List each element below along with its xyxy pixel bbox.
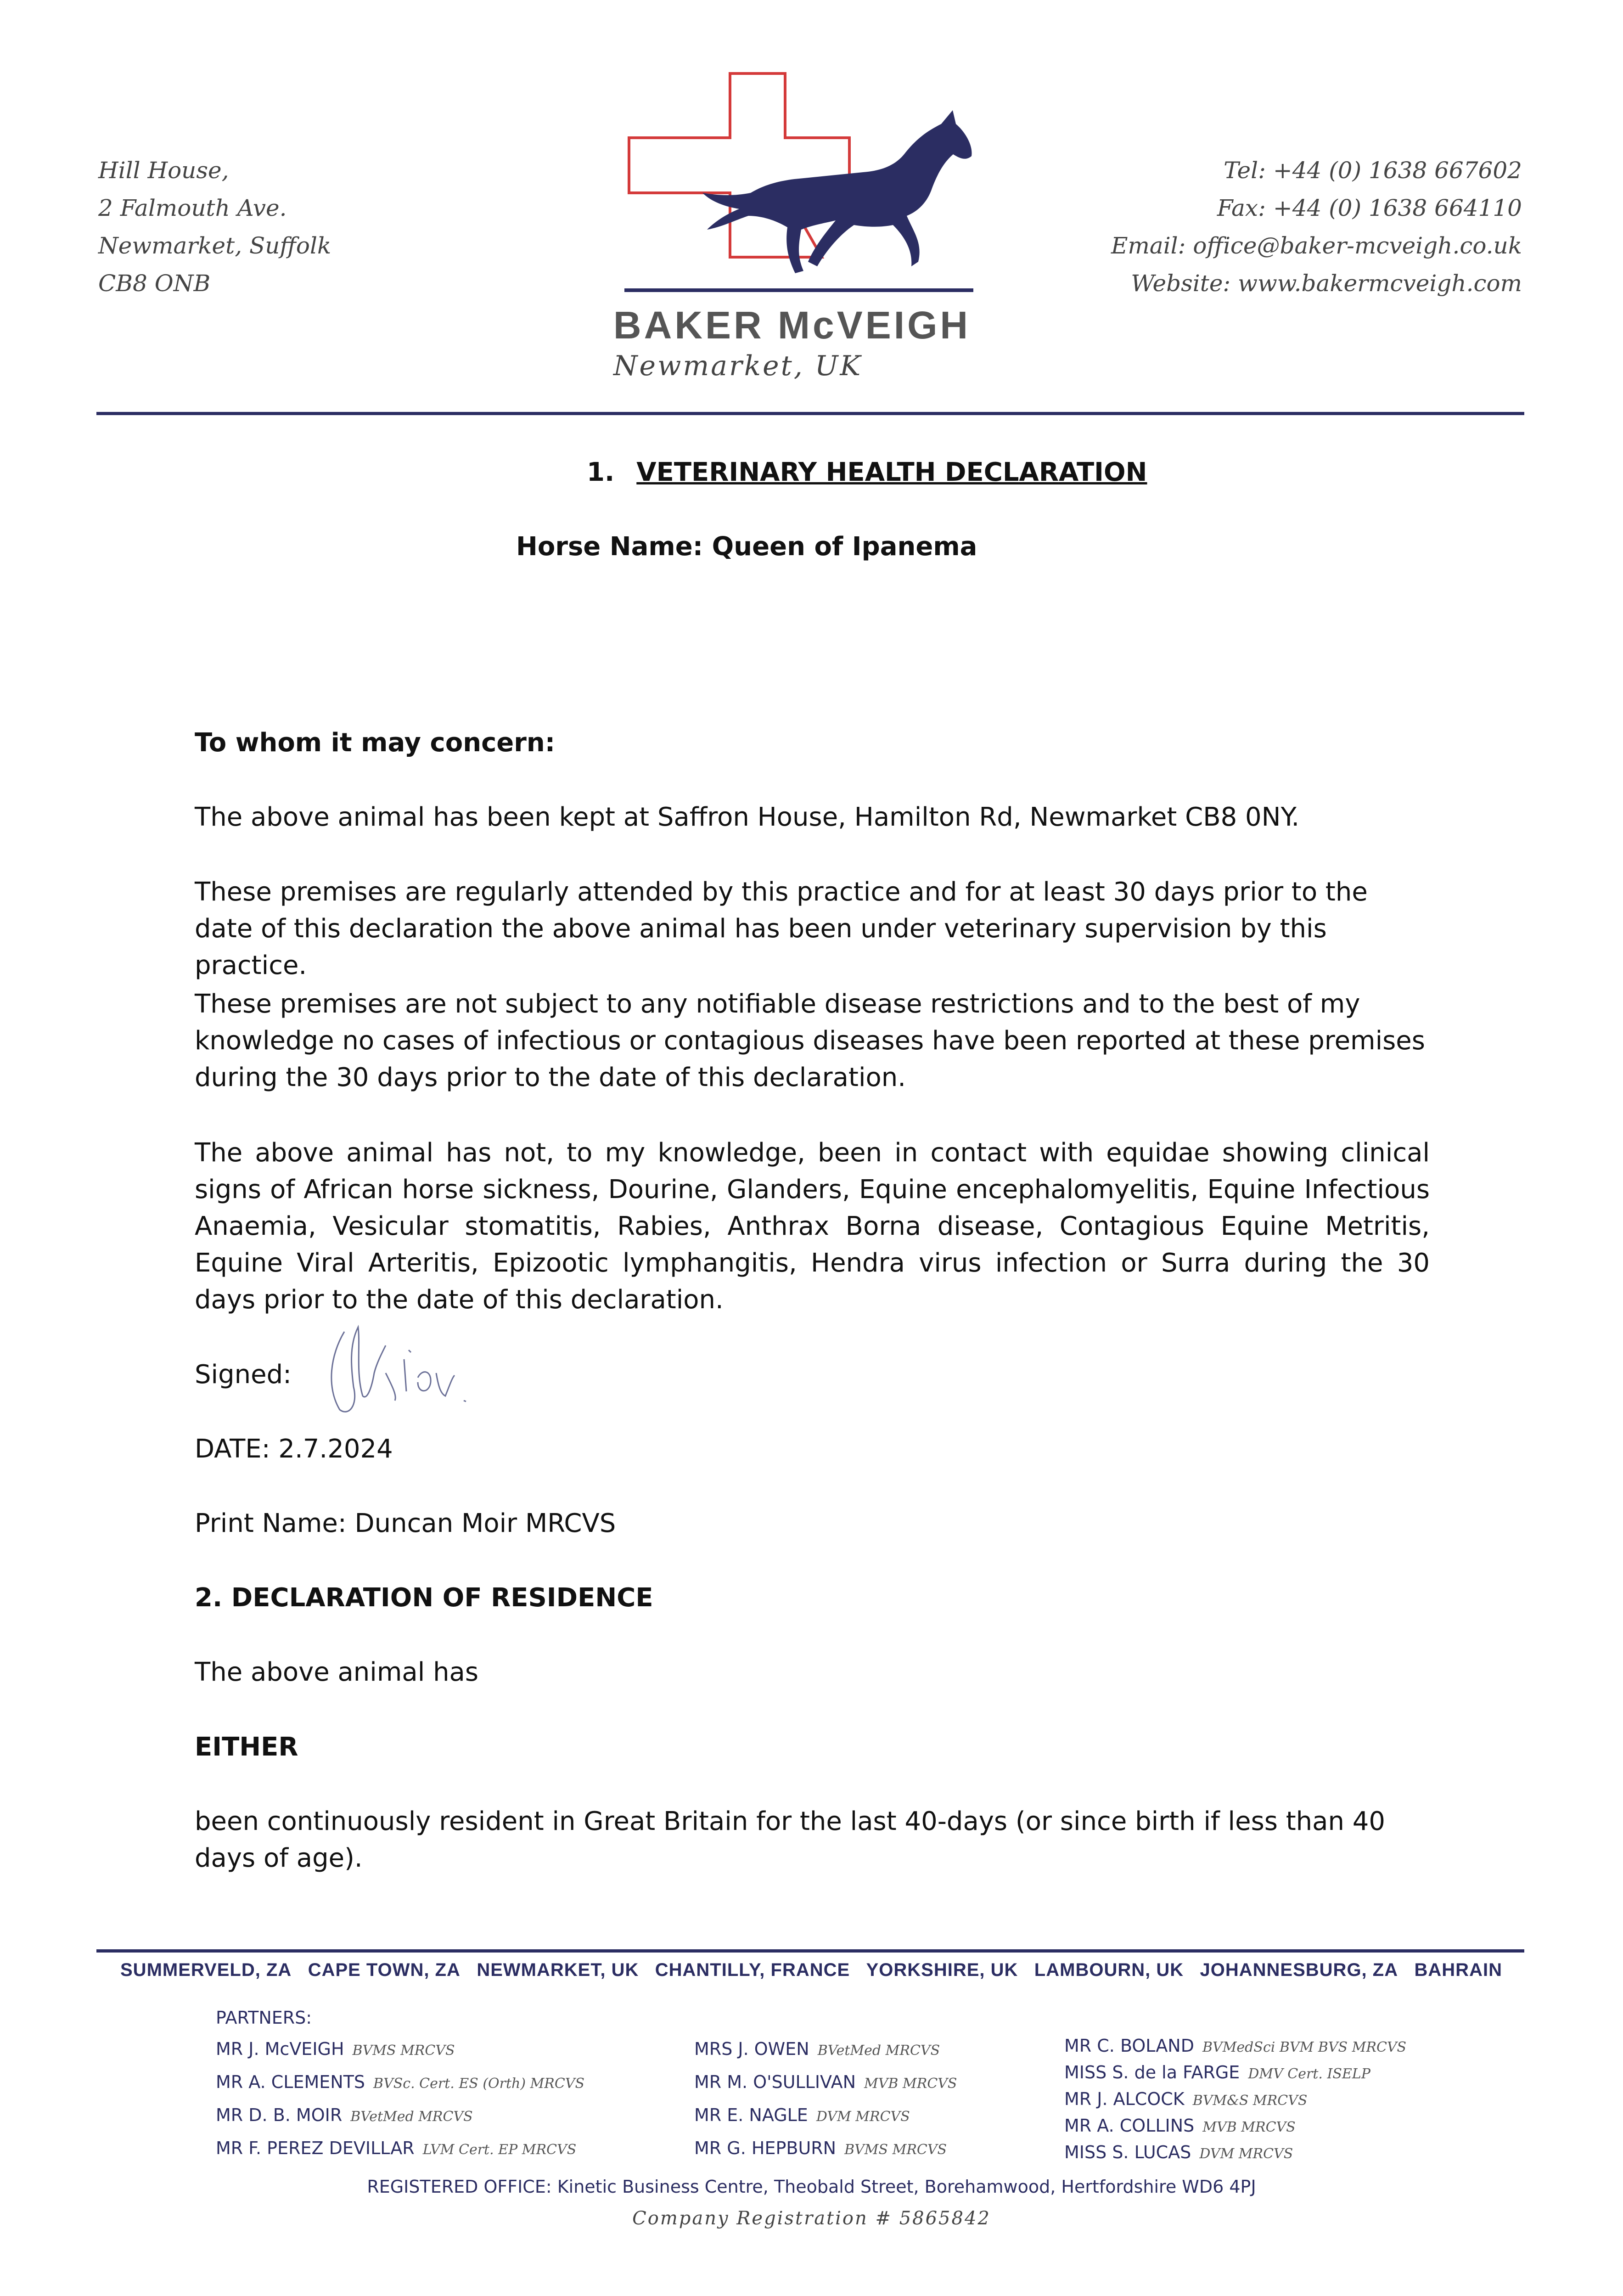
partner-entry: MR A. COLLINS MVB MRCVS <box>1064 2116 1296 2136</box>
residence-intro: The above animal has <box>195 1657 479 1687</box>
horse-and-cross-logo-icon <box>624 69 973 298</box>
partner-entry: MR F. PEREZ DEVILLAR LVM Cert. EP MRCVS <box>216 2138 577 2158</box>
address-line: CB8 ONB <box>98 270 211 297</box>
partner-entry: MR G. HEPBURN BVMS MRCVS <box>694 2138 947 2158</box>
signed-label: Signed: <box>195 1360 292 1390</box>
company-registration: Company Registration # 5865842 <box>632 2208 991 2229</box>
residence-option: been continuously resident in Great Britain for the last 40-days (or since birth if less than 40 days of age). <box>195 1806 1386 1873</box>
fax: Fax: +44 (0) 1638 664110 <box>1217 195 1522 221</box>
partner-entry: MR C. BOLAND BVMedSci BVM BVS MRCVS <box>1064 2036 1407 2056</box>
location-item: LAMBOURN, UK <box>1034 1960 1184 1980</box>
practice-contact <box>1111 152 1522 302</box>
partners-column-2 <box>694 2033 957 2166</box>
partner-entry: MISS S. LUCAS DVM MRCVS <box>1064 2142 1293 2162</box>
brand-location: Newmarket, UK <box>613 350 863 382</box>
declaration-date: DATE: 2.7.2024 <box>195 1434 393 1464</box>
office-locations <box>120 1960 1502 1981</box>
brand-name: BAKER McVEIGH <box>613 304 971 347</box>
horse-name: Horse Name: Queen of Ipanema <box>516 532 977 562</box>
header-divider <box>96 412 1524 415</box>
location-item: CAPE TOWN, ZA <box>308 1960 461 1980</box>
supervision-paragraph: These premises are regularly attended by this practice and for at least 30 days prior to the date of this declaration the above animal has been under veterinary supervision by this practice. <box>195 877 1368 980</box>
location-item: YORKSHIRE, UK <box>866 1960 1018 1980</box>
telephone: Tel: +44 (0) 1638 667602 <box>1224 157 1522 184</box>
partners-label: PARTNERS: <box>216 2008 312 2028</box>
partner-entry: MRS J. OWEN BVetMed MRCVS <box>694 2039 940 2059</box>
print-name: Print Name: Duncan Moir MRCVS <box>195 1508 616 1538</box>
location-item: BAHRAIN <box>1414 1960 1502 1980</box>
partner-entry: MR J. McVEIGH BVMS MRCVS <box>216 2039 455 2059</box>
practice-address <box>98 152 331 302</box>
residence-heading: 2. DECLARATION OF RESIDENCE <box>195 1583 653 1613</box>
email: Email: office@baker-mcveigh.co.uk <box>1111 232 1522 259</box>
either-label: EITHER <box>195 1732 298 1762</box>
restrictions-paragraph: These premises are not subject to any notifiable disease restrictions and to the best of my knowledge no cases of infectious or contagious diseases have been reported at these premises during the 30 days prior to the date of this declaration. <box>195 989 1425 1092</box>
location-item: JOHANNESBURG, ZA <box>1200 1960 1398 1980</box>
salutation: To whom it may concern: <box>195 728 556 758</box>
declaration-heading <box>587 457 1147 487</box>
footer-divider <box>96 1949 1524 1953</box>
partner-entry: MR E. NAGLE DVM MRCVS <box>694 2105 910 2125</box>
location-item: CHANTILLY, FRANCE <box>655 1960 850 1980</box>
partners-column-1 <box>216 2033 584 2166</box>
section-number: 1. <box>587 457 615 487</box>
registered-office: REGISTERED OFFICE: Kinetic Business Centre, Theobald Street, Borehamwood, Hertfordshire WD6 4PJ <box>367 2177 1256 2197</box>
address-line: Newmarket, Suffolk <box>98 232 331 259</box>
partner-entry: MR D. B. MOIR BVetMed MRCVS <box>216 2105 473 2125</box>
partner-entry: MR J. ALCOCK BVM&S MRCVS <box>1064 2089 1308 2109</box>
address-line: 2 Falmouth Ave. <box>98 195 287 221</box>
partners-column-3 <box>1064 2033 1406 2167</box>
address-line: Hill House, <box>98 157 229 184</box>
signature-image <box>317 1318 482 1419</box>
location-item: NEWMARKET, UK <box>477 1960 639 1980</box>
location-item: SUMMERVELD, ZA <box>120 1960 292 1980</box>
premises-paragraph: The above animal has been kept at Saffron House, Hamilton Rd, Newmarket CB8 0NY. <box>195 802 1300 832</box>
website: Website: www.bakermcveigh.com <box>1131 270 1522 297</box>
disease-contact-paragraph: The above animal has not, to my knowledge, been in contact with equidae showing clinical signs of African horse sickness, Dourine, Glanders, Equine encephalomyelitis, Equine Infectious Anaemia, Vesicular stomatitis, Rabies, Anthrax Borna disease, Contagious Equine Metritis, Equine Viral Arteritis, Epizootic lymphangitis, Hendra virus infection or Surra during the 30 days prior to the date of this declaration. <box>195 1138 1430 1315</box>
partner-entry: MR M. O'SULLIVAN MVB MRCVS <box>694 2072 957 2092</box>
section-title: VETERINARY HEALTH DECLARATION <box>636 457 1147 487</box>
partner-entry: MR A. CLEMENTS BVSc. Cert. ES (Orth) MRCVS <box>216 2072 585 2092</box>
partner-entry: MISS S. de la FARGE DMV Cert. ISELP <box>1064 2062 1370 2082</box>
